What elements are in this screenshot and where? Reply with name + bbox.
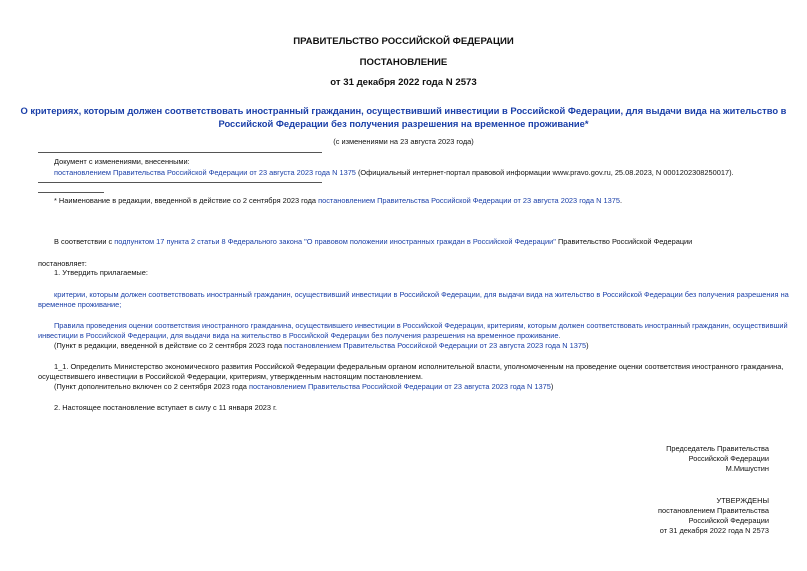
item-1-1 [38, 362, 783, 382]
criteria-link-line-1[interactable]: критерии, которым должен соответствовать иностранный гражданин, осуществивший инвестиции в Российской Федерации, для выдачи вида на жительство в Российской Федерации без получения разрешения на [54, 290, 789, 299]
rules-paragraph[interactable] [38, 321, 788, 341]
criteria-paragraph[interactable] [38, 290, 789, 310]
signature-title-1: Председатель Правительства [666, 444, 769, 453]
item-1-1-line-2: осуществившего инвестиции в Российской Федерации, критериям, утвержденным настоящим постановлением. [38, 372, 423, 381]
item-1: 1. Утвердить прилагаемые: [54, 268, 148, 277]
signature-name: М.Мишустин [725, 464, 769, 473]
preamble [54, 237, 692, 247]
approved-line-2: постановлением Правительства [658, 506, 769, 515]
title-line-1: О критериях, которым должен соответствовать иностранный гражданин, осуществивший инвестиции в Российской Федерации, для выдачи вида на жительство в [20, 105, 787, 116]
document-type: ПОСТАНОВЛЕНИЕ [359, 57, 448, 68]
document-title [0, 104, 807, 130]
changes-line [54, 168, 734, 178]
divider-top [38, 152, 322, 153]
footnote-text: * Наименование в редакции, введенной в действие со 2 сентября 2023 года [54, 196, 319, 205]
approved-line-4: от 31 декабря 2022 года N 2573 [659, 526, 769, 535]
approved-line-1: УТВЕРЖДЕНЫ [716, 496, 769, 505]
divider-bottom [38, 182, 322, 183]
changes-source: (Официальный интернет-портал правовой информации www.pravo.gov.ru, 25.08.2023, N 0001202308250017). [355, 168, 734, 177]
preamble-start: В соответствии с [54, 237, 115, 246]
title-line-2: Российской Федерации без получения разрешения на временное проживание* [218, 118, 589, 129]
item-1-1-note-start: (Пункт дополнительно включен со 2 сентября 2023 года [54, 382, 249, 391]
rules-note-link[interactable]: постановлением Правительства Российской Федерации от 23 августа 2023 года N 1375 [284, 341, 587, 350]
preamble-resolves: постановляет: [38, 259, 87, 268]
approved-block [658, 496, 769, 536]
rules-link-line-2[interactable]: инвестиции в Российской Федерации, для выдачи вида на жительство в Российской Федерации без получения разрешения на временное проживание. [38, 331, 561, 340]
signature-title-2: Российской Федерации [688, 454, 769, 463]
item-1-1-note-end: ) [550, 382, 554, 391]
rules-note-end: ) [586, 341, 589, 350]
criteria-link-line-2[interactable]: временное проживание; [38, 300, 122, 309]
footnote-divider [38, 192, 104, 193]
changes-label: Документ с изменениями, внесенными: [54, 157, 190, 166]
footnote-end: . [620, 196, 623, 205]
preamble-law-link[interactable]: подпунктом 17 пункта 2 статьи 8 Федерального закона "О правовом положении иностранных граждан в Российской Федерации" [114, 237, 556, 246]
rules-link-line-1[interactable]: Правила проведения оценки соответствия иностранного гражданина, осуществившего инвестиции в Российской Федерации, критериям, которым должен соответствовать иностранный гражданин, осуществивший [54, 321, 788, 330]
government-heading: ПРАВИТЕЛЬСТВО РОССИЙСКОЙ ФЕДЕРАЦИИ [293, 36, 514, 47]
footnote-link[interactable]: постановлением Правительства Российской Федерации от 23 августа 2023 года N 1375 [318, 196, 620, 205]
item-1-1-line-1: 1_1. Определить Министерство экономического развития Российской Федерации федеральным органом исполнительной власти, уполномоченным на проведение оценки соответствия иностранного гражданина, [54, 362, 784, 371]
item-1-1-note-link[interactable]: постановлением Правительства Российской Федерации от 23 августа 2023 года N 1375 [248, 382, 551, 391]
changes-link[interactable]: постановлением Правительства Российской Федерации от 23 августа 2023 года N 1375 [54, 168, 356, 177]
preamble-end: Правительство Российской Федерации [555, 237, 693, 246]
rules-note [54, 341, 589, 351]
item-2: 2. Настоящее постановление вступает в силу с 11 января 2023 г. [54, 403, 277, 412]
approved-line-3: Российской Федерации [688, 516, 769, 525]
item-1-1-note [54, 382, 553, 392]
rules-note-start: (Пункт в редакции, введенной в действие со 2 сентября 2023 года [54, 341, 285, 350]
footnote [54, 196, 622, 206]
signature-block [666, 444, 769, 474]
document-date-number: от 31 декабря 2022 года N 2573 [330, 77, 477, 88]
amendment-note: (с изменениями на 23 августа 2023 года) [333, 137, 474, 146]
